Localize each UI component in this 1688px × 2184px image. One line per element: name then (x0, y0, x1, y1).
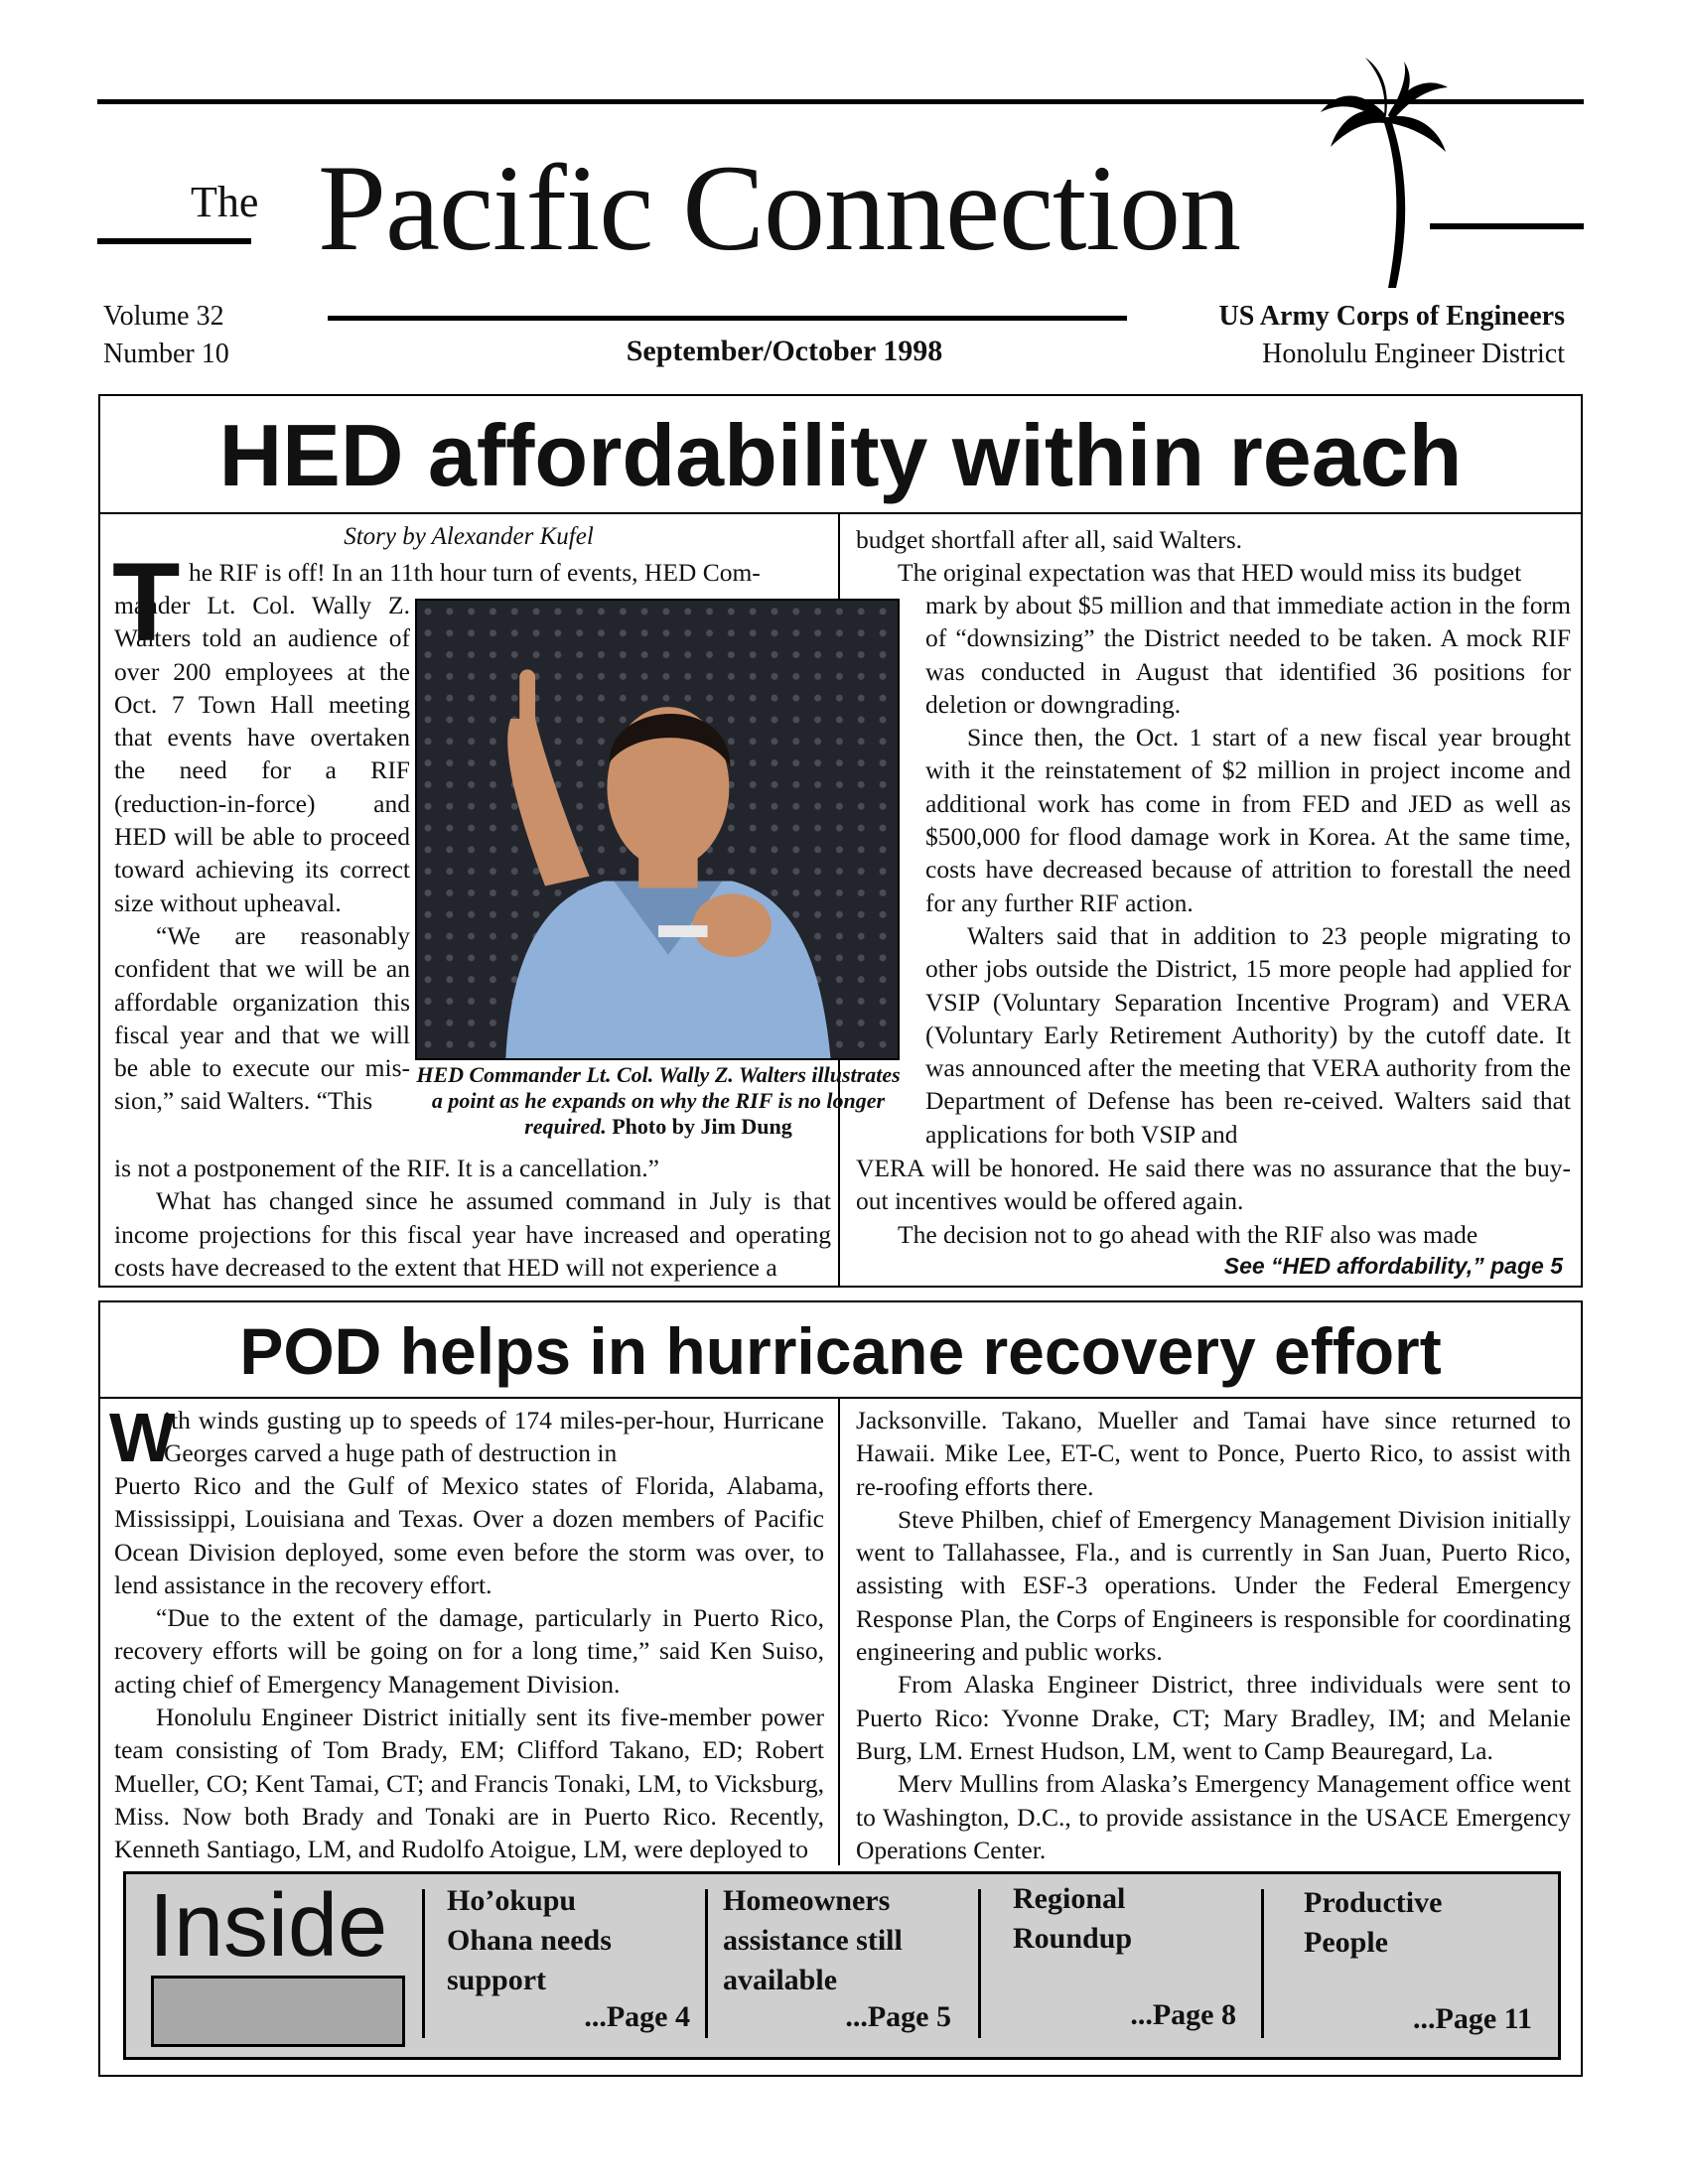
publisher-name: US Army Corps of Engineers (1218, 301, 1565, 332)
story1-paragraph: “We are reasonably confident that we will be an affordable organization this fiscal year and that we will be able to execute our mis-sion,” said Walters. “This (114, 920, 410, 1116)
volume-number: Volume 32 (103, 301, 224, 332)
teaser-title-line (1013, 1959, 1236, 1998)
story1-left-narrow-column (114, 589, 410, 1118)
teaser-hookupu[interactable] (447, 1881, 690, 2050)
story1-left-bottom (114, 1152, 831, 1284)
palm-tree-icon (1321, 58, 1450, 291)
story1-right-top (856, 523, 1571, 590)
teaser-title-line: Ho’okupu (447, 1884, 577, 1917)
story1-paragraph: mark by about $5 million and that immediate action in the form of “downsizing” the District needed to be taken. A mock RIF was conducted in August that identified 36 positions for deletion or downgrading. (925, 591, 1571, 719)
teaser-page: ...Page 8 (1130, 1998, 1236, 2031)
teaser-title-line: Homeowners (723, 1884, 891, 1917)
story1-paragraph: Walters said that in addition to 23 people migrating to other jobs outside the District, 15 more people had applied for VSIP (Voluntary Separation Incentive Program) and VERA (Voluntary Early Retirement Authority) by the cutoff date. It was announced after the meeting that VERA authority from the Department of Defense has been re-ceived. Walters said that applications for both VSIP and (925, 920, 1571, 1149)
teaser-divider (1261, 1889, 1264, 2038)
inside-label-box (151, 1976, 405, 2047)
teaser-divider (705, 1889, 708, 2038)
teaser-homeowners[interactable] (723, 1881, 951, 2050)
story1-paragraph: mander Lt. Col. Wally Z. Walters told an audience of over 200 employees at the Oct. 7 Town Hall meeting that events have overtaken the need for a RIF (reduction-in-force) and HED will be able to proceed toward achieving its correct size without upheaval. (114, 591, 410, 917)
publisher-district: Honolulu Engineer District (1262, 339, 1565, 369)
masthead-right-rule (1430, 223, 1584, 229)
story1-right-bottom (856, 1152, 1571, 1251)
story1-photo (415, 599, 900, 1060)
story1-byline: Story by Alexander Kufel (344, 523, 594, 550)
masthead-mid-rule (328, 316, 1127, 321)
story1-first-line (189, 556, 834, 589)
masthead-title: Pacific Connection (318, 140, 1240, 276)
teaser-page: ...Page 5 (845, 2000, 951, 2033)
story2-paragraph: Merv Mullins from Alaska’s Emergency Management office went to Washington, D.C., to provide assistance in the USACE Emergency Operations Center. (856, 1769, 1571, 1864)
teaser-title-line (1304, 1963, 1532, 2002)
teaser-page: ...Page 11 (1413, 2002, 1532, 2035)
teaser-title-line: People (1304, 1926, 1388, 1959)
story1-first-line-text: he RIF is off! In an 11th hour turn of events, HED Com- (189, 558, 761, 587)
issue-number: Number 10 (103, 339, 229, 369)
story2-right-column (856, 1404, 1571, 1866)
volume-info (103, 298, 229, 373)
teaser-divider (422, 1889, 425, 2038)
teaser-productive-people[interactable] (1304, 1883, 1532, 2052)
story1-paragraph: VERA will be honored. He said there was no assurance that the buy-out incentives would be offered again. (856, 1154, 1571, 1216)
story1-paragraph: Since then, the Oct. 1 start of a new fiscal year brought with it the reinstatement of $2 million in project income and additional work has come in from FED and JED as well as $500,000 for flood damage work in Korea. At the same time, costs have decreased because of attrition to forestall the need for any further RIF action. (925, 723, 1571, 917)
teaser-page: ...Page 4 (584, 2000, 690, 2033)
story2-paragraph: From Alaska Engineer District, three individuals were sent to Puerto Rico: Yvonne Drake, CT; Mary Bradley, IM; and Melanie Burg, LM. Ernest Hudson, LM, went to Camp Beauregard, La. (856, 1670, 1571, 1765)
story1-paragraph: budget shortfall after all, said Walters. (856, 525, 1243, 554)
story2-first-lines-text: ith winds gusting up to speeds of 174 miles-per-hour, Hurricane Georges carved a huge path of destruction in (164, 1406, 824, 1468)
story2-left-column (114, 1469, 824, 1866)
photo-credit: Photo by Jim Dung (612, 1114, 792, 1139)
commander-photo-image (417, 601, 898, 1058)
teaser-title-line: available (723, 1964, 838, 1996)
teaser-title-line: assistance still (723, 1924, 903, 1957)
caption-text: HED Commander Lt. Col. Wally Z. Walters illustrates a point as he expands on why the RIF is no longer required. (416, 1062, 901, 1139)
story2-dropcap: W (109, 1399, 176, 1476)
teaser-divider (978, 1889, 981, 2038)
story2-paragraph: Steve Philben, chief of Emergency Management Division initially went to Tallahassee, Fla., and is currently in San Juan, Puerto Rico, assisting with ESF-3 operations. Under the Federal Emergency Response Plan, the Corps of Engineers is responsible for coordinating engineering and public works. (856, 1504, 1571, 1667)
teaser-title-line: Ohana needs (447, 1924, 612, 1957)
teaser-title-line: support (447, 1964, 547, 1996)
story2-paragraph: “Due to the extent of the damage, particularly in Puerto Rico, recovery efforts will be going on for a long time,” said Ken Suiso, acting chief of Emergency Management Division. (114, 1603, 824, 1699)
story1-paragraph: is not a postponement of the RIF. It is a cancellation.” (114, 1154, 659, 1182)
story2-headline: POD helps in hurricane recovery effort (98, 1303, 1583, 1399)
teaser-title-line: Roundup (1013, 1922, 1133, 1955)
story2-paragraph: Jacksonville. Takano, Mueller and Tamai have since returned to Hawaii. Mike Lee, ET-C, went to Ponce, Puerto Rico, to assist with re-roofing efforts there. (856, 1406, 1571, 1501)
story1-paragraph: The original expectation was that HED would miss its budget (898, 558, 1522, 588)
story2-paragraph: Honolulu Engineer District initially sent its five-member power team consisting of Tom Brady, EM; Clifford Takano, ED; Robert Mueller, CO; Kent Tamai, CT; and Francis Tonaki, LM, to Vicksburg, Miss. Now both Brady and Tonaki are in Puerto Rico. Recently, Kenneth Santiago, LM, and Rudolfo Atoigue, LM, were deployed to (114, 1703, 824, 1864)
teaser-title-line: Productive (1304, 1886, 1443, 1919)
story1-continued-link[interactable]: See “HED affordability,” page 5 (1223, 1253, 1563, 1279)
story2-column-divider (838, 1399, 840, 1865)
story1-paragraph: The decision not to go ahead with the RIF also was made (898, 1219, 1478, 1249)
story1-dropcap: T (112, 540, 181, 664)
story1-headline: HED affordability within reach (98, 397, 1583, 514)
teaser-title-line: Regional (1013, 1882, 1126, 1915)
teaser-regional-roundup[interactable] (1013, 1879, 1236, 2048)
story2-first-lines (164, 1404, 824, 1470)
masthead-left-rule (97, 238, 251, 244)
story2-paragraph: Puerto Rico and the Gulf of Mexico states of Florida, Alabama, Mississippi, Louisiana and Texas. Over a dozen members of Pacific Ocean Division deployed, some even before the storm was over, to lend assistance in the recovery effort. (114, 1471, 824, 1599)
inside-label: Inside (149, 1876, 388, 1976)
publisher-info (1072, 298, 1565, 373)
issue-date: September/October 1998 (626, 335, 943, 367)
story1-paragraph: What has changed since he assumed command in July is that income projections for this fiscal year have increased and operating costs have decreased to the extent that HED will not experience a (114, 1186, 831, 1282)
masthead-the: The (191, 178, 259, 226)
story1-right-middle (925, 589, 1571, 1151)
story1-photo-caption (413, 1062, 904, 1140)
